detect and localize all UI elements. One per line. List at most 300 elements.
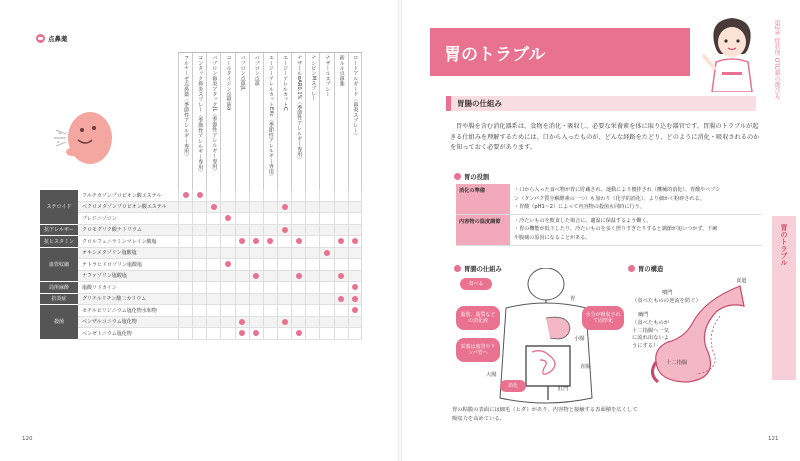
table-cell (334, 190, 348, 202)
table-cell (249, 294, 263, 306)
table-cell (220, 225, 234, 237)
contains-dot-icon (225, 261, 231, 267)
table-cell (277, 202, 291, 214)
table-cell (348, 305, 362, 317)
ingredient-name: ベクロメタゾンプロピオン酸エステル (78, 202, 178, 214)
bubble-eat: 食べる (460, 278, 492, 290)
label-anus: 肛門 (558, 386, 569, 392)
ingredient-row (40, 328, 362, 340)
table-cell (348, 294, 362, 306)
table-cell (305, 236, 319, 248)
table-cell (334, 213, 348, 225)
ingredient-row (40, 259, 362, 271)
contains-dot-icon (352, 296, 358, 302)
table-cell (235, 236, 249, 248)
table-cell (220, 282, 234, 294)
ingredient-name: ナファゾリン塩酸塩 (78, 271, 178, 283)
table-cell (291, 328, 305, 340)
label-small-intestine: 小腸 (574, 336, 585, 342)
table-cell (334, 259, 348, 271)
table-cell (192, 225, 206, 237)
table-cell (319, 282, 333, 294)
table-cell (277, 190, 291, 202)
table-cell (319, 202, 333, 214)
chapter-indicator: 第2章 症状別 OTC薬の選び方 (773, 20, 780, 100)
table-cell (305, 305, 319, 317)
table-cell (348, 213, 362, 225)
table-cell (178, 282, 192, 294)
label-large-intestine: 大腸 (486, 372, 497, 378)
table-cell (305, 328, 319, 340)
stomach-role-table (456, 184, 762, 246)
ingredient-name: セチルピリジニウム塩化物水和物 (78, 305, 178, 317)
table-cell (334, 271, 348, 283)
product-name: ナザールスプレー (324, 55, 331, 97)
table-cell (263, 202, 277, 214)
table-cell (249, 236, 263, 248)
table-cell (277, 294, 291, 306)
role-row (456, 215, 762, 246)
table-cell (206, 305, 220, 317)
ingredient-row (40, 294, 362, 306)
table-cell (249, 202, 263, 214)
ingredient-row (40, 317, 362, 329)
table-cell (277, 259, 291, 271)
ingredient-name: クロルフェニラミンマレイン酸塩 (78, 236, 178, 248)
table-cell (348, 282, 362, 294)
table-cell (249, 328, 263, 340)
product-column-header (263, 53, 277, 190)
table-cell (178, 259, 192, 271)
table-cell (220, 259, 234, 271)
bubble-water-absorbed: 水分が吸収されて固形化 (582, 306, 624, 330)
product-column-header (319, 53, 333, 190)
contains-dot-icon (253, 238, 259, 244)
table-cell (235, 328, 249, 340)
table-cell (334, 294, 348, 306)
table-cell (178, 190, 192, 202)
contains-dot-icon (324, 250, 330, 256)
table-cell (305, 248, 319, 260)
page-number-left: 120 (22, 436, 33, 442)
contains-dot-icon (197, 192, 203, 198)
contains-dot-icon (338, 238, 344, 244)
bubble-digestive-fluid: 脂肪、脂質などの消化液 (456, 306, 500, 330)
pylorus-note-line: 十二指腸へ一気 (632, 327, 670, 334)
table-cell (348, 317, 362, 329)
table-cell (235, 213, 249, 225)
ingredient-row (40, 248, 362, 260)
table-cell (348, 248, 362, 260)
table-cell (178, 225, 192, 237)
ingredient-row (40, 213, 362, 225)
table-cell (235, 317, 249, 329)
role-label: 消化の準備 (456, 184, 510, 214)
table-cell (206, 225, 220, 237)
table-cell (334, 282, 348, 294)
table-cell (291, 282, 305, 294)
ingredient-name: 塩酸リドカイン (78, 282, 178, 294)
table-cell (277, 328, 291, 340)
ingredient-name: フルチカゾンプロピオン酸エステル (78, 190, 178, 202)
product-name: ロートアルガード〈鼻炎スプレー〉 (352, 55, 359, 139)
role-heading: 胃の役割 (454, 172, 489, 181)
table-cell (206, 190, 220, 202)
product-name: エージーアレルカットC (282, 55, 289, 111)
product-name: パブロン点鼻 (253, 55, 260, 87)
table-cell (348, 236, 362, 248)
contains-dot-icon (211, 204, 217, 210)
contains-dot-icon (296, 273, 302, 279)
table-cell (192, 248, 206, 260)
table-cell (220, 213, 234, 225)
contains-dot-icon (267, 238, 273, 244)
table-cell (249, 282, 263, 294)
contains-dot-icon (183, 192, 189, 198)
table-cell (235, 294, 249, 306)
table-cell (178, 271, 192, 283)
contains-dot-icon (338, 273, 344, 279)
role-description (510, 184, 762, 214)
category-label: ステロイド (40, 190, 78, 225)
table-cell (263, 225, 277, 237)
pylorus-note-line: （食べたものが (632, 320, 670, 326)
table-cell (178, 317, 192, 329)
table-cell (305, 213, 319, 225)
product-column-header (192, 53, 206, 190)
pylorus-note-line: に流れ出ないよ (632, 335, 670, 341)
table-cell (206, 236, 220, 248)
table-cell (263, 248, 277, 260)
contains-dot-icon (282, 319, 288, 325)
product-column-header (348, 53, 362, 190)
table-cell (348, 259, 362, 271)
table-cell (192, 328, 206, 340)
table-cell (319, 236, 333, 248)
sneezing-character-illustration (52, 100, 118, 170)
label-pylorus: 幽門 (638, 312, 649, 318)
table-cell (220, 236, 234, 248)
product-name: パブロン鼻炎アタックJL〈季節性アレルギー専用〉 (211, 55, 218, 174)
table-cell (235, 282, 249, 294)
table-cell (334, 202, 348, 214)
section-heading-nasal-spray: 点鼻薬 (36, 34, 68, 43)
table-cell (249, 259, 263, 271)
table-cell (263, 317, 277, 329)
table-cell (192, 294, 206, 306)
category-label: 殺菌 (40, 305, 78, 340)
table-cell (235, 202, 249, 214)
table-cell (206, 202, 220, 214)
table-cell (291, 294, 305, 306)
product-name: ナシビンMスプレー (310, 55, 317, 102)
page-number-right: 121 (768, 436, 779, 442)
contains-dot-icon (282, 227, 288, 233)
contains-dot-icon (338, 296, 344, 302)
table-cell (235, 259, 249, 271)
table-cell (206, 282, 220, 294)
product-column-header (235, 53, 249, 190)
table-cell (263, 271, 277, 283)
table-cell (305, 259, 319, 271)
contains-dot-icon (296, 238, 302, 244)
ingredient-row (40, 190, 362, 202)
product-column-header (277, 53, 291, 190)
table-cell (291, 236, 305, 248)
table-cell (249, 248, 263, 260)
contains-dot-icon (239, 319, 245, 325)
ingredient-name: テトラヒドロゾリン塩酸塩 (78, 259, 178, 271)
table-cell (192, 213, 206, 225)
product-name: エージーアレルカットEXc〈季節性アレルギー専用〉 (267, 55, 274, 180)
table-cell (319, 259, 333, 271)
table-cell (192, 271, 206, 283)
table-cell (249, 225, 263, 237)
table-cell (178, 328, 192, 340)
table-cell (235, 305, 249, 317)
product-header-row (178, 52, 362, 190)
role-description-line: や腹痛の原因になることがある。 (514, 234, 591, 241)
label-duodenum: 十二指腸 (666, 360, 688, 366)
nurse-character-illustration (700, 12, 764, 92)
product-column-header (305, 53, 319, 190)
table-cell (192, 236, 206, 248)
contains-dot-icon (239, 238, 245, 244)
table-cell (178, 213, 192, 225)
table-cell (263, 328, 277, 340)
ingredient-row (40, 202, 362, 214)
contains-dot-icon (253, 330, 259, 336)
table-cell (334, 248, 348, 260)
ingredient-name: ベンゼトニウム塩化物 (78, 328, 178, 340)
role-description-line: ・胃の機能が低下したり、冷たいものを多く摂りすぎたりすると調節が追いつかず、下痢 (514, 226, 718, 233)
contains-dot-icon (352, 284, 358, 290)
contains-dot-icon (352, 238, 358, 244)
ingredient-row (40, 305, 362, 317)
mechanism-heading: 胃腸の仕組み (454, 264, 502, 273)
table-cell (220, 202, 234, 214)
table-cell (348, 190, 362, 202)
table-cell (192, 282, 206, 294)
table-cell (334, 328, 348, 340)
table-cell (319, 225, 333, 237)
structure-heading: 胃の構造 (628, 264, 663, 273)
table-cell (192, 305, 206, 317)
table-cell (206, 213, 220, 225)
table-cell (291, 317, 305, 329)
table-cell (263, 305, 277, 317)
ingredient-name: プレドニゾロン (78, 213, 178, 225)
role-label: 内容物の温度調節 (456, 215, 510, 245)
table-cell (277, 282, 291, 294)
table-cell (235, 225, 249, 237)
ingredient-table (40, 190, 362, 340)
table-cell (277, 225, 291, 237)
table-cell (305, 202, 319, 214)
label-cardia: 噴門 (662, 290, 673, 296)
table-cell (206, 248, 220, 260)
table-cell (319, 190, 333, 202)
table-cell (334, 236, 348, 248)
table-cell (263, 236, 277, 248)
ingredient-row (40, 225, 362, 237)
table-cell (249, 190, 263, 202)
table-cell (319, 328, 333, 340)
table-cell (206, 317, 220, 329)
table-cell (305, 271, 319, 283)
table-cell (220, 317, 234, 329)
bubble-nutrients: 栄養は血管やリンパ管へ (456, 338, 500, 362)
table-cell (305, 317, 319, 329)
table-cell (220, 271, 234, 283)
label-esophagus: 食道 (736, 278, 747, 284)
mechanism-caption: 胃の粘膜の表面には細毛（ヒダ）があり、内容物と接触する表面積を広くして吸収力を高めている。 (452, 407, 638, 422)
table-cell (319, 213, 333, 225)
table-cell (291, 202, 305, 214)
role-description-line: ・胃酸（pH1〜2）によって内容物の殺菌も同時に行う。 (514, 204, 645, 211)
table-cell (348, 328, 362, 340)
table-cell (249, 317, 263, 329)
role-description-line: ・冷たいものを飲食した場合に、適温に保温するよう働く。 (514, 217, 652, 224)
category-label: 血管収縮 (40, 248, 78, 283)
table-cell (178, 236, 192, 248)
table-cell (319, 248, 333, 260)
table-cell (334, 317, 348, 329)
table-cell (192, 317, 206, 329)
label-cardia-note: （食べたものの逆流を防ぐ） (632, 298, 701, 304)
side-index-tab[interactable]: 胃のトラブル (772, 216, 796, 380)
table-cell (348, 271, 362, 283)
table-cell (220, 328, 234, 340)
table-cell (291, 190, 305, 202)
table-cell (334, 305, 348, 317)
product-column-header (249, 53, 263, 190)
product-name: コールタイジン点鼻液a (225, 55, 232, 111)
table-cell (277, 236, 291, 248)
category-label: 抗炎症 (40, 294, 78, 306)
table-cell (249, 305, 263, 317)
table-cell (291, 271, 305, 283)
ingredient-name: オキシメタゾリン塩酸塩 (78, 248, 178, 260)
role-row (456, 184, 762, 215)
table-cell (192, 202, 206, 214)
product-name: コンタック鼻炎スプレー〈季節性アレルギー専用〉 (197, 55, 204, 175)
label-rectum: 直腸 (580, 364, 591, 370)
table-cell (305, 282, 319, 294)
intro-paragraph: 胃や腸を含む消化器系は、食物を消化・吸収し、必要な栄養素を体に取り込む器官です。胃腸のトラブルが起きる仕組みを理解するためには、口から入ったものが、どんな経路をたどり、どのように消化・吸収されるのかを知っておく必要があります。 (450, 123, 760, 151)
ingredient-name: グリチルリチン酸二カリウム (78, 294, 178, 306)
table-cell (277, 271, 291, 283)
book-gutter (398, 0, 402, 461)
bubble-digestion: 消化 (500, 380, 526, 392)
pylorus-note-line: うにする） (632, 342, 659, 349)
category-label: 抗アレルギー (40, 225, 78, 237)
table-cell (206, 271, 220, 283)
table-cell (334, 225, 348, 237)
subtitle-marker (446, 96, 451, 111)
product-column-header (206, 53, 220, 190)
table-cell (319, 294, 333, 306)
table-cell (319, 305, 333, 317)
table-cell (277, 305, 291, 317)
table-cell (220, 294, 234, 306)
category-label: 抗ヒスタミン (40, 236, 78, 248)
label-pylorus-note (632, 320, 669, 350)
table-cell (220, 190, 234, 202)
table-cell (291, 225, 305, 237)
table-cell (263, 213, 277, 225)
table-cell (235, 248, 249, 260)
product-column-header (334, 53, 348, 190)
heading-marker-icon (454, 173, 461, 180)
table-cell (319, 271, 333, 283)
table-cell (305, 294, 319, 306)
table-cell (319, 317, 333, 329)
role-description (510, 215, 762, 245)
product-column-header (178, 53, 192, 190)
product-name: パブロン点鼻JL (239, 55, 246, 91)
contains-dot-icon (253, 273, 259, 279)
product-column-header (220, 53, 234, 190)
table-cell (178, 305, 192, 317)
table-cell (220, 248, 234, 260)
ingredient-row (40, 271, 362, 283)
category-label: 局所麻酔 (40, 282, 78, 294)
table-cell (178, 202, 192, 214)
table-cell (206, 294, 220, 306)
table-cell (235, 271, 249, 283)
role-description-line: ・口から入った食べ物が胃に貯蔵され、運動により攪拌され（機械的消化）、胃酸やペプシ (514, 187, 721, 193)
product-name: ナザールαAR0.1%〈季節性アレルギー専用〉 (296, 55, 303, 162)
table-cell (263, 259, 277, 271)
table-cell (178, 248, 192, 260)
table-cell (277, 213, 291, 225)
ingredient-row (40, 282, 362, 294)
contains-dot-icon (225, 215, 231, 221)
subtitle-band: 胃腸の仕組み (446, 96, 756, 111)
table-cell (192, 190, 206, 202)
section-marker-icon (36, 34, 45, 43)
product-column-header (291, 53, 305, 190)
table-cell (291, 305, 305, 317)
page-title: 胃のトラブル (430, 28, 690, 76)
product-name: 新ルル点鼻薬 (338, 55, 345, 87)
ingredient-row (40, 236, 362, 248)
table-cell (277, 248, 291, 260)
product-name: フルナーゼ点鼻薬〈季節性アレルギー専用〉 (183, 55, 190, 159)
table-cell (249, 271, 263, 283)
table-cell (192, 259, 206, 271)
table-cell (348, 202, 362, 214)
label-stomach: 胃 (570, 296, 576, 302)
table-cell (263, 282, 277, 294)
table-cell (291, 248, 305, 260)
ingredient-name: クロモグリク酸ナトリウム (78, 225, 178, 237)
table-cell (206, 328, 220, 340)
table-cell (291, 213, 305, 225)
table-cell (263, 190, 277, 202)
table-cell (178, 294, 192, 306)
role-description-line: ン（タンパク質分解酵素の一つ）も加わり（化学的消化）、より細かく粉砕される。 (514, 195, 705, 202)
contains-dot-icon (352, 307, 358, 313)
table-cell (277, 317, 291, 329)
table-cell (305, 225, 319, 237)
contains-dot-icon (282, 204, 288, 210)
table-cell (305, 190, 319, 202)
table-cell (220, 305, 234, 317)
table-cell (235, 190, 249, 202)
table-cell (291, 259, 305, 271)
